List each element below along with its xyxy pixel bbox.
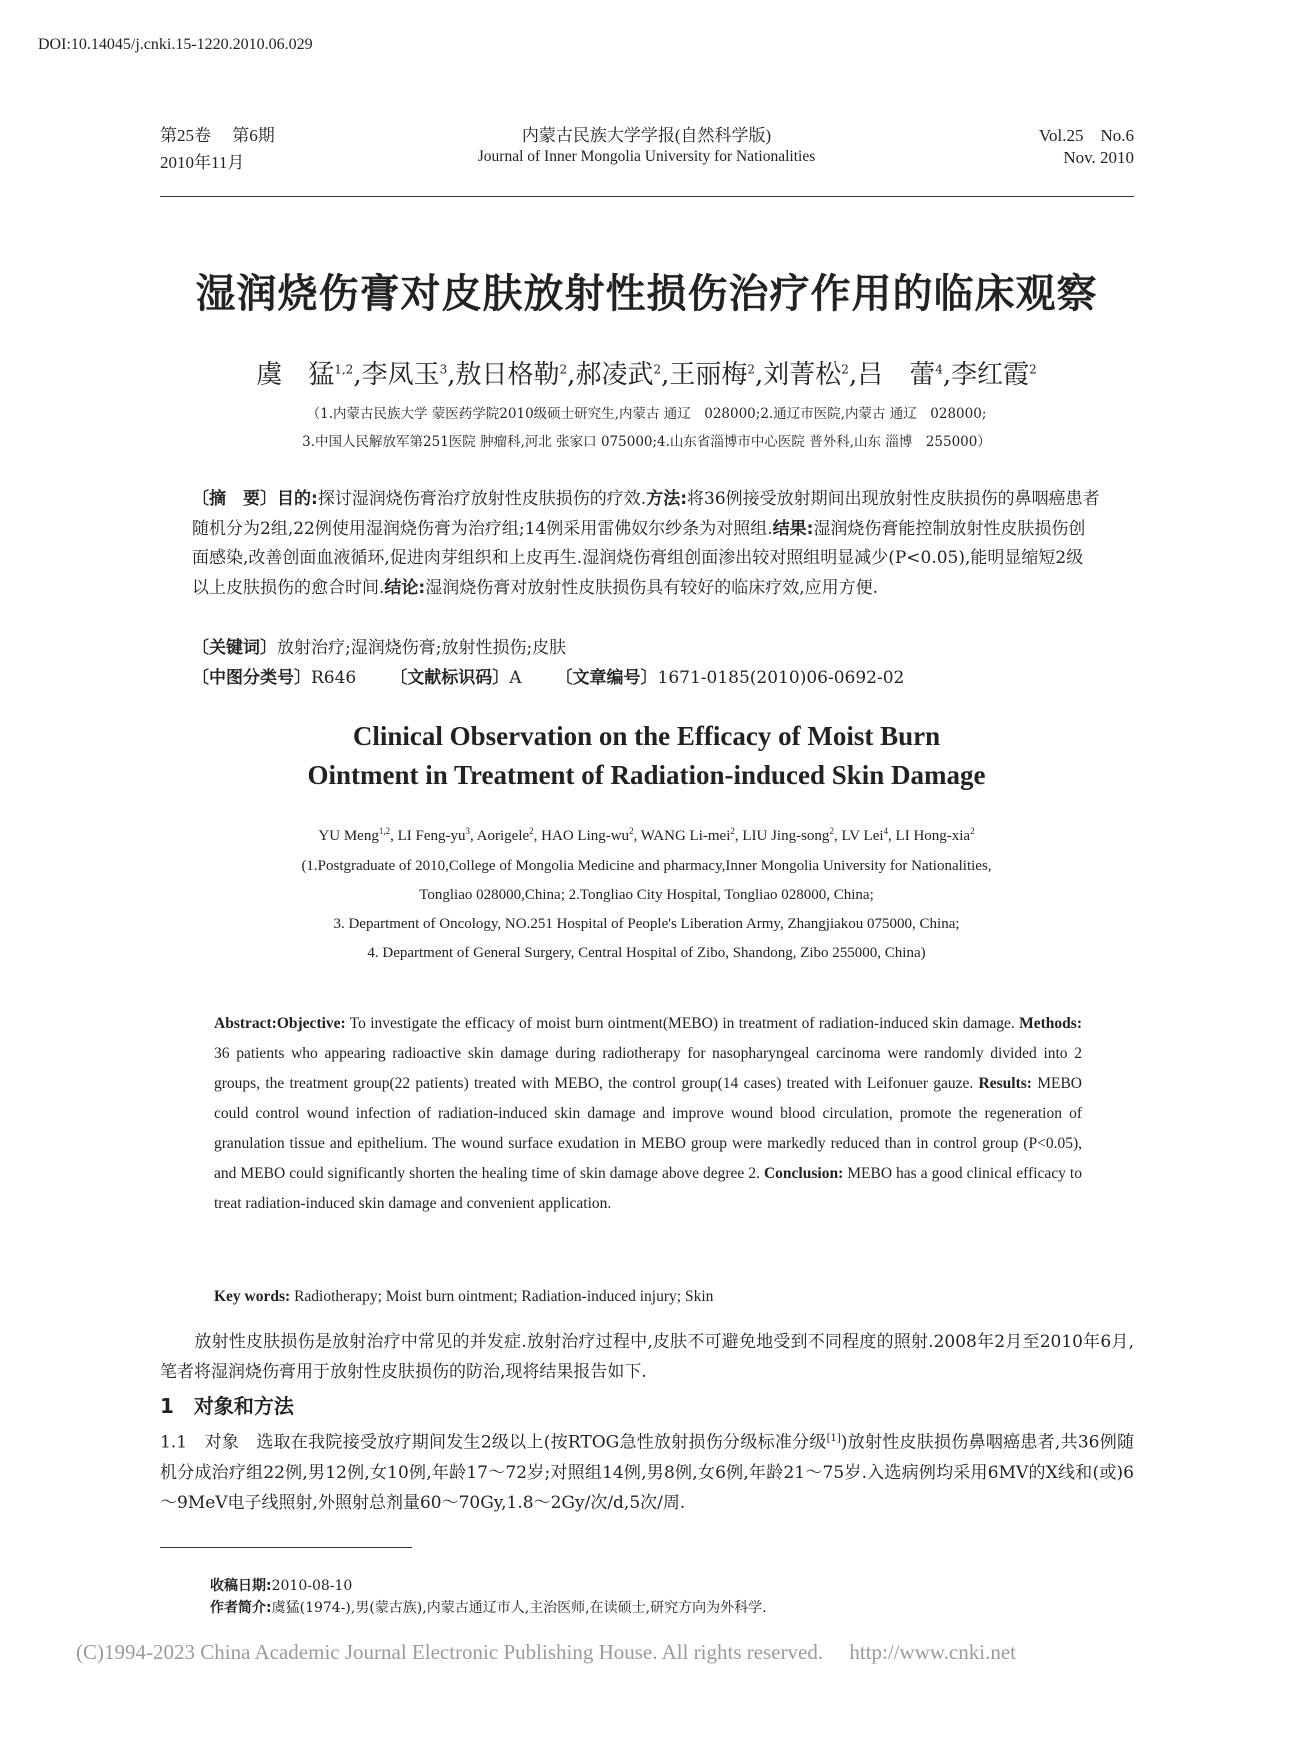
- received-date: 2010-08-10: [271, 1578, 353, 1594]
- author-en-affiliation-mark: 4: [883, 826, 889, 836]
- doc-code-label: 〔文献标识码〕: [390, 668, 510, 688]
- methods-text: 将36例接受放射期间出现放射性皮肤损伤的鼻咽癌患者随机分为2组,22例使用湿润烧伤膏为治疗组;14例采用雷佛奴尔纱条为对照组.: [192, 489, 1100, 539]
- classification: [192, 664, 1100, 694]
- title-en-line-1: Clinical Observation on the Efficacy of Moist Burn: [352, 721, 941, 751]
- author-cn-name: 李红霞: [951, 360, 1030, 390]
- methods-en-text: 36 patients who appearing radioactive skin damage during radiotherapy for nasopharyngeal carcinoma were randomly divided into 2 groups, the treatment group(22 patients) treated with MEBO, the control group(14 cases) treated with Leifonuer gauze.: [214, 1045, 1082, 1092]
- affiliation-en-2: Tongliao 028000,China; 2.Tongliao City Hospital, Tongliao 028000, China;: [419, 887, 874, 903]
- doi: DOI:10.14045/j.cnki.15-1220.2010.06.029: [38, 36, 313, 53]
- objective-label: 目的:: [277, 489, 318, 509]
- author-en-affiliation-mark: 2: [730, 826, 735, 836]
- author-cn-name: 虞 猛: [256, 360, 335, 390]
- author-cn-name: 王丽梅: [669, 360, 748, 390]
- results-text: 湿润烧伤膏能控制放射性皮肤损伤创面感染,改善创面血液循环,促进肉芽组织和上皮再生.湿润烧伤膏组创面渗出较对照组明显减少(P<0.05),能明显缩短2级以上皮肤损伤的愈合时间.: [192, 518, 1086, 598]
- doc-code-value: A: [509, 668, 522, 688]
- keywords-label: 〔关键词〕: [192, 638, 277, 658]
- author-en-affiliation-mark: 2: [829, 826, 834, 836]
- header-rule: [160, 196, 1134, 197]
- authors-cn: 虞 猛$^{1,2}$,李凤玉$^3$,敖日格勒$^2$,郝凌武$^2$,王丽梅$^2$,刘菁松$^2$,吕 蕾$^4$,李红霞$^2$: [256, 360, 1037, 390]
- methods-en-label: Methods:: [1019, 1015, 1082, 1032]
- author-en-name: LIU Jing-song: [742, 828, 830, 844]
- affiliations-en: [0, 852, 1293, 968]
- article-no-label: 〔文章编号〕: [555, 668, 658, 688]
- affiliation-cn-1: （1.内蒙古民族大学 蒙医药学院2010级硕士研究生,内蒙古 通辽 028000;2.通辽市医院,内蒙古 通辽 028000;: [306, 406, 987, 422]
- section-heading-1: 1 对象和方法: [160, 1394, 294, 1418]
- bio-text: 虞猛(1974-),男(蒙古族),内蒙古通辽市人,主治医师,在读硕士,研究方向为外科学.: [271, 1600, 767, 1616]
- reference-1: [1]: [826, 1433, 841, 1444]
- footnote-bio: [210, 1597, 767, 1619]
- objective-en-label: Objective:: [276, 1015, 346, 1032]
- author-en-name: Aorigele: [476, 828, 530, 844]
- conclusion-en-text: MEBO has a good clinical efficacy to treat radiation-induced skin damage and convenient application.: [214, 1165, 1082, 1212]
- clc-label: 〔中图分类号〕: [192, 668, 311, 688]
- author-cn-name: 李凤玉: [361, 360, 440, 390]
- section-1-1-paragraph: [160, 1424, 1134, 1518]
- author-en-name: WANG Li-mei: [640, 828, 731, 844]
- abstract-label: 〔摘 要〕: [192, 489, 277, 509]
- bio-label: 作者简介:: [210, 1600, 272, 1616]
- author-en-name: LV Lei: [841, 828, 884, 844]
- section-1-1-text: 选取在我院接受放疗期间发生2级以上(按RTOG急性放射损伤分级标准分级: [239, 1432, 827, 1453]
- author-cn-name: 刘菁松: [763, 360, 842, 390]
- keywords-text: 放射治疗;湿润烧伤膏;放射性损伤;皮肤: [277, 638, 567, 658]
- section-1-1-text-2: )放射性皮肤损伤鼻咽癌患者,共36例随机分成治疗组22例,男12例,女10例,年龄17～72岁;对照组14例,男8例,女6例,年龄21～75岁.入选病例均采用6MV的X线和(或)6～9MeV电子线照射,外照射总剂量60～70Gy,1.8～2Gy/次/d,5次/周.: [160, 1432, 1134, 1513]
- author-cn-affiliation-mark: 4: [935, 362, 943, 377]
- author-cn-affiliation-mark: 2: [747, 362, 756, 377]
- article-no-value: 1671-0185(2010)06-0692-02: [657, 668, 905, 688]
- date-en: Nov. 2010: [1063, 148, 1134, 167]
- objective-en-text: To investigate the efficacy of moist burn ointment(MEBO) in treatment of radiation-induced skin damage.: [345, 1015, 1020, 1032]
- results-label: 结果:: [772, 518, 814, 539]
- affiliation-cn-2: 3.中国人民解放军第251医院 肿瘤科,河北 张家口 075000;4.山东省淄博市中心医院 普外科,山东 淄博 255000）: [302, 434, 991, 450]
- keywords-en: [214, 1282, 1082, 1312]
- section-1-1-label: 1.1 对象: [160, 1432, 240, 1453]
- keywords-cn: [192, 634, 1100, 664]
- author-en-affiliation-mark: 2: [970, 826, 975, 836]
- author-en-name: LI Hong-xia: [895, 828, 971, 844]
- date-cn: 2010年11月: [160, 153, 245, 172]
- author-en-affiliation-mark: 1,2: [378, 826, 391, 836]
- received-label: 收稿日期:: [210, 1578, 272, 1594]
- footnote-received: [210, 1575, 352, 1597]
- volume-issue-cn: 第25卷 第6期: [160, 126, 275, 145]
- abstract-en-label: Abstract:: [214, 1015, 277, 1032]
- conclusion-en-label: Conclusion:: [763, 1165, 844, 1182]
- affiliation-en-1: (1.Postgraduate of 2010,College of Mongolia Medicine and pharmacy,Inner Mongolia University for Nationalities,: [301, 858, 992, 874]
- author-cn-name: 吕 蕾: [857, 360, 936, 390]
- conclusion-label: 结论:: [384, 577, 426, 598]
- results-en-text: MEBO could control wound infection of radiation-induced skin damage and improve wound blood circulation, promote the regeneration of granulation tissue and epithelium. The wound surface exudation in MEBO group were markedly reduced than in control group (P<0.05), and MEBO could significantly shorten the healing time of skin damage above degree 2.: [214, 1075, 1082, 1182]
- title-cn: 湿润烧伤膏对皮肤放射性损伤治疗作用的临床观察: [195, 271, 1098, 317]
- footnote-rule: [160, 1547, 412, 1548]
- results-en-label: Results:: [978, 1075, 1032, 1092]
- author-cn-affiliation-mark: 2: [559, 362, 568, 377]
- keywords-en-text: Radiotherapy; Moist burn ointment; Radiation-induced injury; Skin: [290, 1288, 714, 1305]
- volume-issue-en: Vol.25 No.6: [1038, 126, 1134, 145]
- copyright-footer: (C)1994-2023 China Academic Journal Electronic Publishing House. All rights reserved. http://www.cnki.net: [76, 1640, 1016, 1664]
- authors-en: YU Meng$^{1,2}$, LI Feng-$yu^3$, Aorigele$^2$, HAO Ling-$wu^2$, WANG Li-mei$^2$, LIU Jing-song$^2$, LV Lei$^4$, LI Hong-xia$^2$: [318, 826, 975, 844]
- author-en-name: LI Feng-yu: [397, 828, 466, 844]
- clc-value: R646: [311, 668, 357, 688]
- author-en-name: YU Meng: [318, 828, 379, 844]
- author-cn-affiliation-mark: 2: [653, 362, 662, 377]
- abstract-cn: [192, 485, 1100, 603]
- author-cn-name: 敖日格勒: [455, 360, 560, 390]
- author-en-affiliation-mark: 3: [465, 826, 470, 836]
- title-en: [0, 717, 1293, 795]
- journal-name-en: Journal of Inner Mongolia University for Nationalities: [477, 148, 816, 165]
- intro-paragraph: 放射性皮肤损伤是放射治疗中常见的并发症.放射治疗过程中,皮肤不可避免地受到不同程度的照射.2008年2月至2010年6月,笔者将湿润烧伤膏用于放射性皮肤损伤的防治,现将结果报告如下.: [160, 1332, 1134, 1382]
- author-cn-affiliation-mark: 2: [1029, 362, 1037, 377]
- abstract-en: [214, 1009, 1082, 1219]
- objective-text: 探讨湿润烧伤膏治疗放射性皮肤损伤的疗效.: [317, 489, 647, 509]
- title-en-line-2: Ointment in Treatment of Radiation-induced Skin Damage: [307, 760, 986, 790]
- author-cn-name: 郝凌武: [575, 360, 654, 390]
- author-cn-affiliation-mark: 3: [439, 362, 448, 377]
- keywords-en-label: Key words:: [214, 1288, 291, 1305]
- author-en-affiliation-mark: 2: [629, 826, 634, 836]
- methods-label: 方法:: [646, 489, 688, 509]
- author-cn-affiliation-mark: 2: [841, 362, 849, 377]
- author-en-name: HAO Ling-wu: [541, 828, 630, 844]
- affiliation-en-3: 3. Department of Oncology, NO.251 Hospital of People's Liberation Army, Zhangjiakou 075000, China;: [333, 916, 960, 932]
- conclusion-text: 湿润烧伤膏对放射性皮肤损伤具有较好的临床疗效,应用方便.: [425, 577, 879, 598]
- journal-name-cn: 内蒙古民族大学学报(自然科学版): [521, 126, 772, 145]
- affiliation-en-4: 4. Department of General Surgery, Central Hospital of Zibo, Shandong, Zibo 255000, China): [367, 945, 926, 961]
- author-cn-affiliation-mark: 1,2: [334, 362, 354, 377]
- author-en-affiliation-mark: 2: [529, 826, 534, 836]
